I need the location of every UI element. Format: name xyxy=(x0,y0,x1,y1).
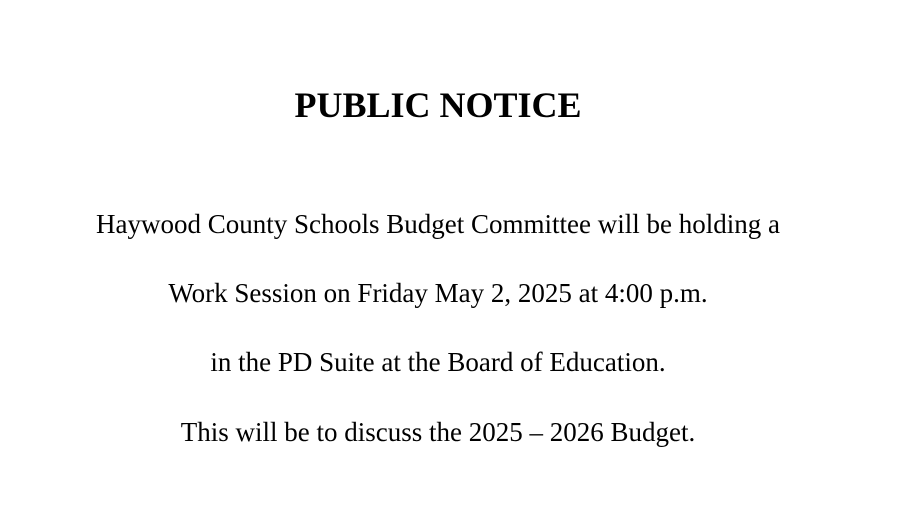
notice-title: PUBLIC NOTICE xyxy=(294,85,582,125)
notice-line-4: This will be to discuss the 2025 – 2026 Budget. xyxy=(180,417,696,447)
notice-line-3: in the PD Suite at the Board of Education. xyxy=(210,347,666,377)
notice-line-1: Haywood County Schools Budget Committee will be holding a xyxy=(96,209,780,239)
notice-line-2: Work Session on Friday May 2, 2025 at 4:00 p.m. xyxy=(168,278,708,308)
